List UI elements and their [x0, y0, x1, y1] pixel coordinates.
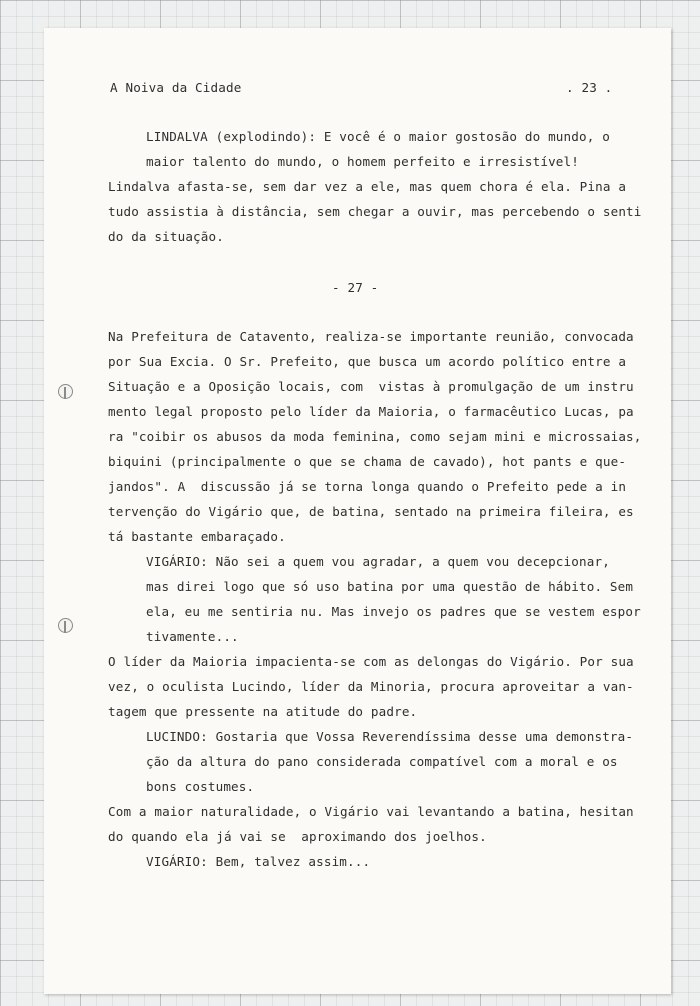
- text-line: ela, eu me sentiria nu. Mas invejo os padres que se vestem espor: [146, 604, 641, 619]
- text-line: ção da altura do pano considerada compatível com a moral e os: [146, 754, 618, 769]
- text-line: do quando ela já vai se aproximando dos joelhos.: [108, 829, 487, 844]
- punch-hole-icon: [58, 618, 73, 633]
- scene-number: - 27 -: [332, 280, 379, 295]
- text-line: LUCINDO: Gostaria que Vossa Reverendíssima desse uma demonstra-: [146, 729, 634, 744]
- text-line: tivamente...: [146, 629, 239, 644]
- document-page: [44, 28, 671, 994]
- text-line: Com a maior naturalidade, o Vigário vai levantando a batina, hesitan: [108, 804, 634, 819]
- text-line: por Sua Excia. O Sr. Prefeito, que busca um acordo político entre a: [108, 354, 627, 369]
- text-line: do da situação.: [108, 229, 224, 244]
- text-line: jandos". A discussão já se torna longa quando o Prefeito pede a in: [108, 479, 627, 494]
- text-line: LINDALVA (explodindo): E você é o maior gostosão do mundo, o: [146, 129, 610, 144]
- text-line: O líder da Maioria impacienta-se com as delongas do Vigário. Por sua: [108, 654, 634, 669]
- punch-hole-icon: [58, 384, 73, 399]
- text-line: mento legal proposto pelo líder da Maioria, o farmacêutico Lucas, pa: [108, 404, 634, 419]
- text-line: biquini (principalmente o que se chama de cavado), hot pants e que-: [108, 454, 627, 469]
- text-line: Lindalva afasta-se, sem dar vez a ele, mas quem chora é ela. Pina a: [108, 179, 627, 194]
- text-line: Na Prefeitura de Catavento, realiza-se importante reunião, convocada: [108, 329, 634, 344]
- text-line: mas direi logo que só uso batina por uma questão de hábito. Sem: [146, 579, 634, 594]
- page-number: . 23 .: [566, 80, 613, 95]
- text-line: bons costumes.: [146, 779, 255, 794]
- text-line: VIGÁRIO: Não sei a quem vou agradar, a quem vou decepcionar,: [146, 554, 610, 569]
- text-line: ra "coibir os abusos da moda feminina, como sejam mini e microssaias,: [108, 429, 642, 444]
- text-line: Situação e a Oposição locais, com vistas à promulgação de um instru: [108, 379, 634, 394]
- text-line: maior talento do mundo, o homem perfeito e irresistível!: [146, 154, 579, 169]
- text-line: vez, o oculista Lucindo, líder da Minoria, procura aproveitar a van-: [108, 679, 634, 694]
- running-title: A Noiva da Cidade: [110, 80, 242, 95]
- text-line: tagem que pressente na atitude do padre.: [108, 704, 418, 719]
- text-line: tervenção do Vigário que, de batina, sentado na primeira fileira, es: [108, 504, 634, 519]
- text-line: VIGÁRIO: Bem, talvez assim...: [146, 854, 371, 869]
- text-line: tá bastante embaraçado.: [108, 529, 286, 544]
- text-line: tudo assistia à distância, sem chegar a ouvir, mas percebendo o senti: [108, 204, 642, 219]
